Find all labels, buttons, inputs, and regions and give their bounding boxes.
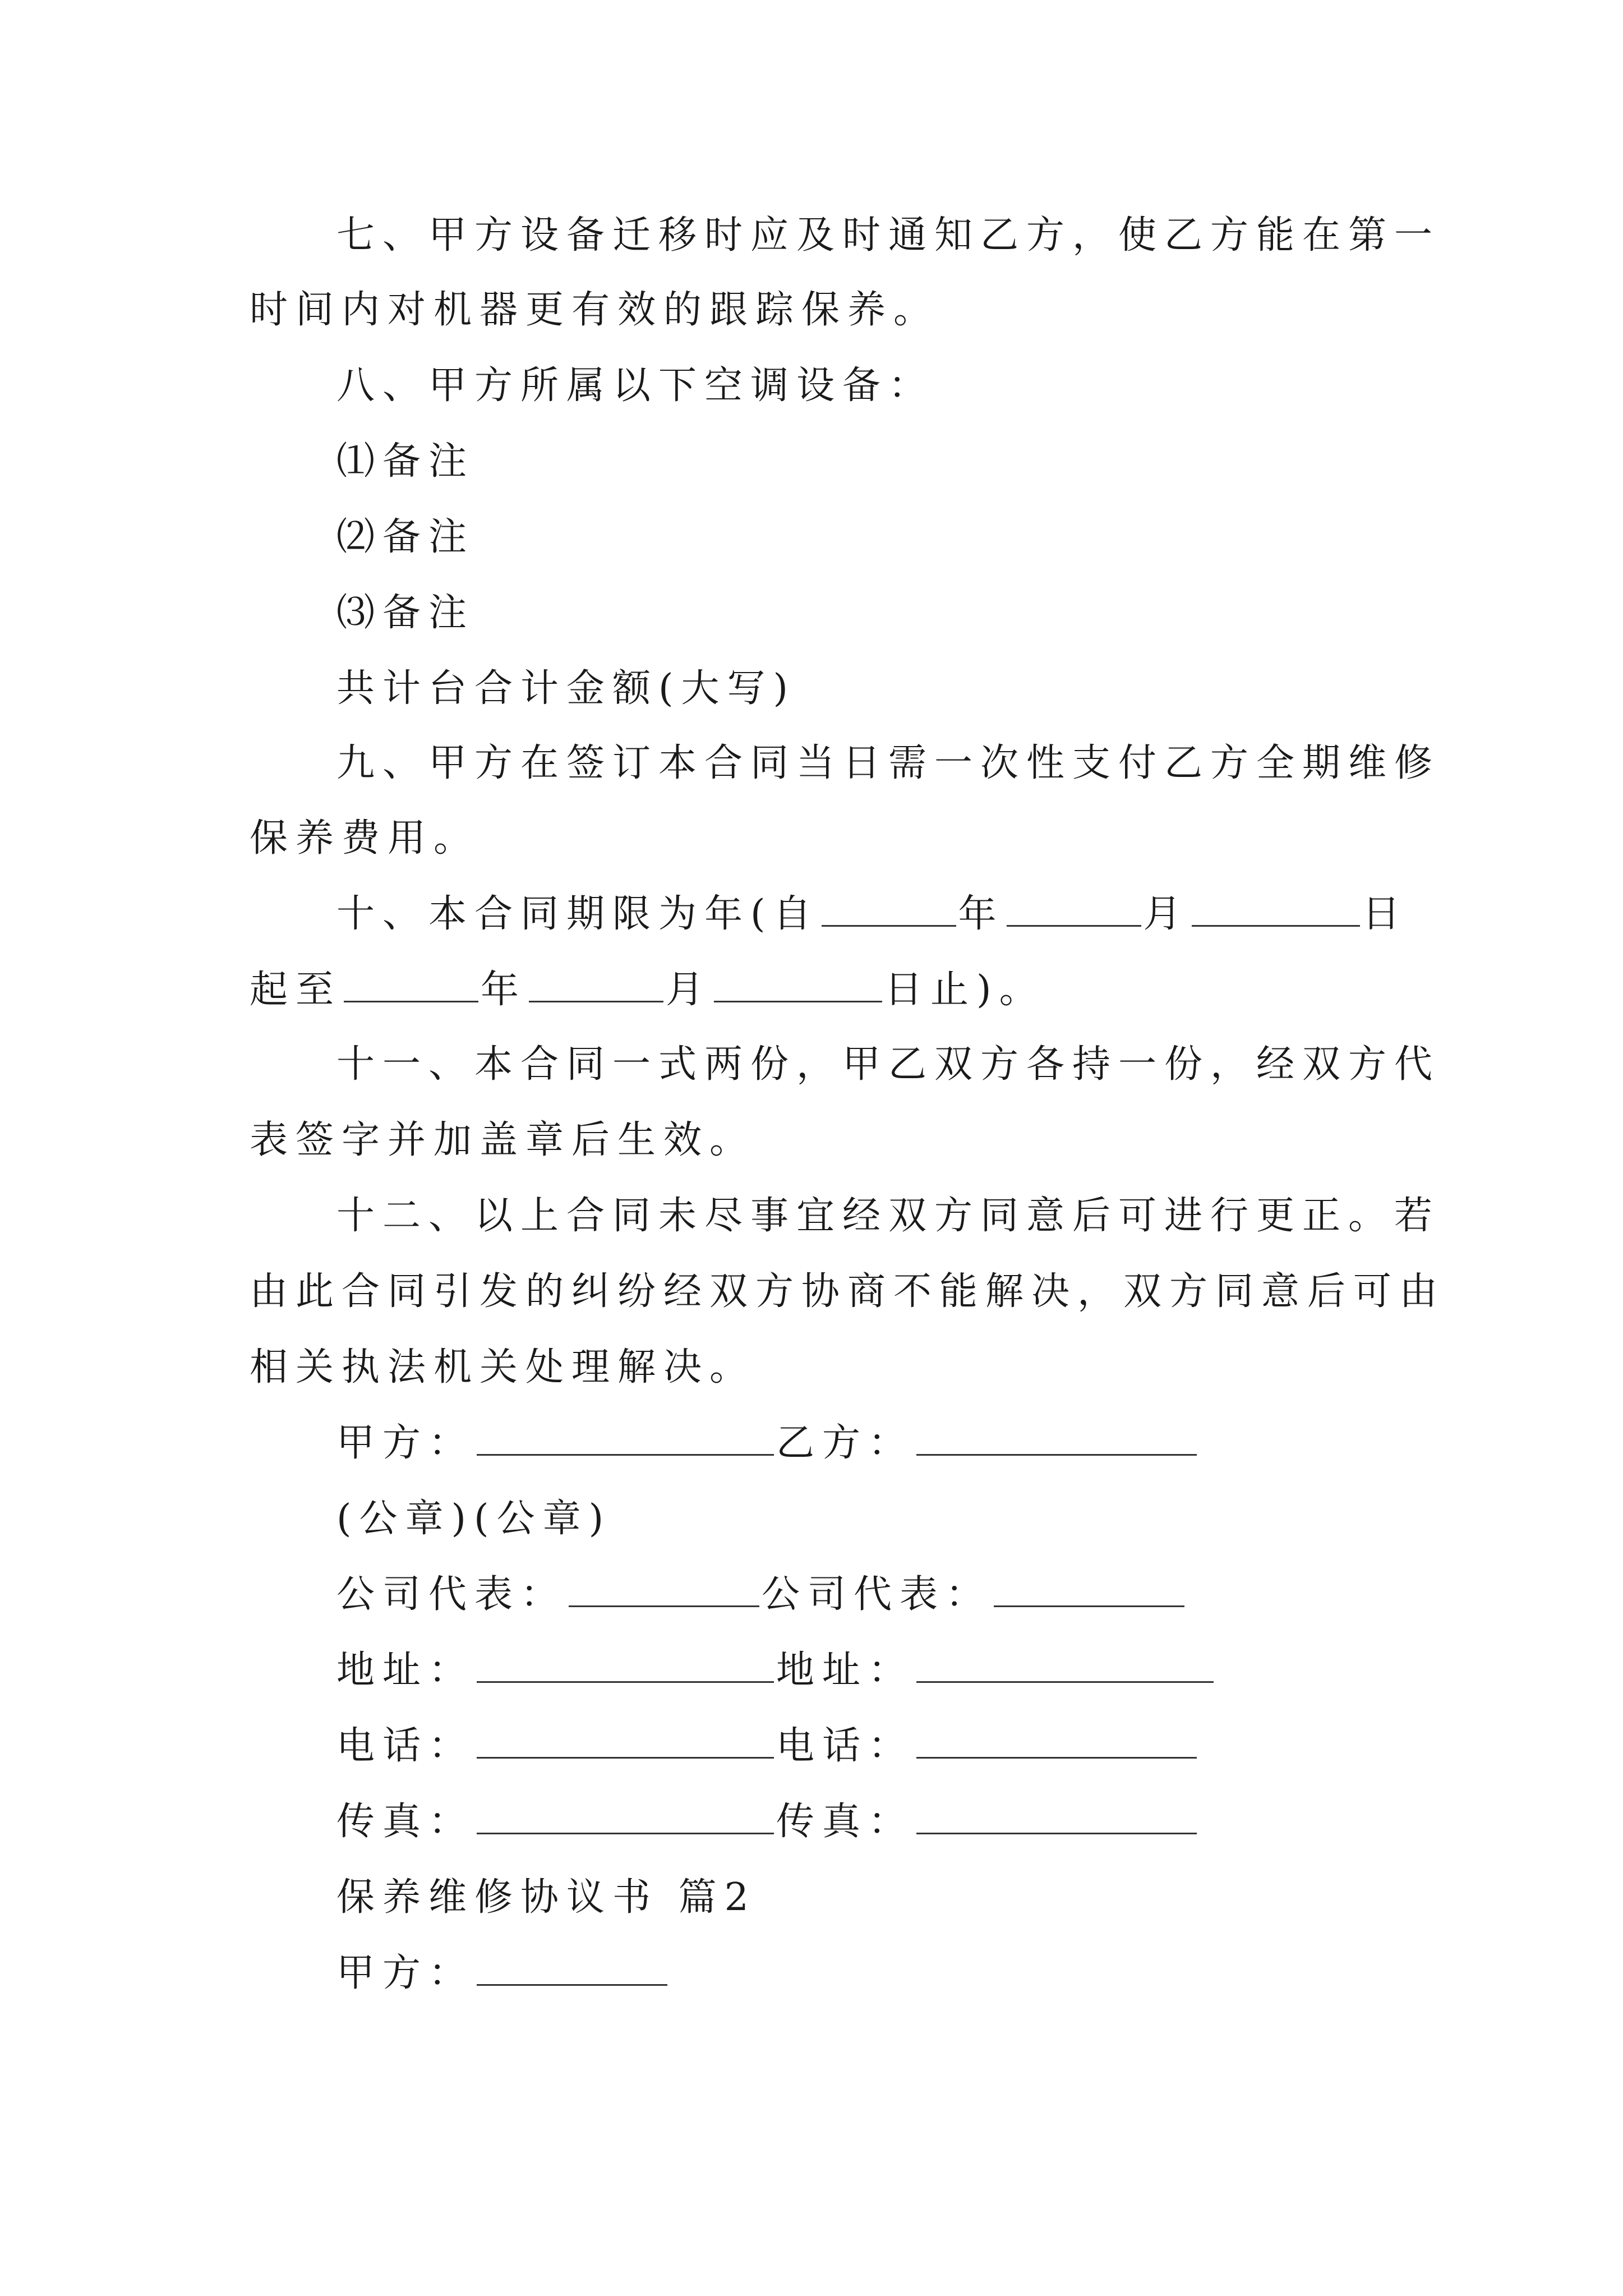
section-2-title: 保养维修协议书 篇2 [336,1875,757,1920]
clause-9-line-1: 九、甲方在签订本合同当日需一次性支付乙方全期维修 [336,741,1441,785]
fax-row [336,1797,1391,1847]
party-a-label: 甲方： [336,1421,475,1465]
month-label-2: 月 [666,968,712,1012]
clause-7-line-2: 时间内对机器更有效的跟踪保养。 [250,288,940,332]
clause-10-line2-prefix: 起至 [250,968,342,1012]
month-label: 月 [1143,892,1189,936]
clause-10-line-1 [336,889,1408,940]
clause-8: 八、甲方所属以下空调设备： [336,364,935,408]
tel-a-blank [477,1721,774,1759]
section-2-party-a-blank [477,1948,667,1986]
addr-a-blank [477,1645,774,1683]
clause-12-line-1: 十二、以上合同未尽事宜经双方同意后可进行更正。若 [336,1194,1441,1238]
total-amount-line: 共计台合计金额(大写) [336,666,796,711]
rep-a-label: 公司代表： [336,1572,567,1617]
clause-12-line-2: 由此合同引发的纠纷经双方协商不能解决，双方同意后可由 [250,1269,1446,1314]
end-month-blank [529,965,663,1002]
representative-row [336,1570,1391,1620]
section-2-party-a-row [336,1948,1391,1999]
section-2-party-a-label: 甲方： [336,1951,475,1995]
clause-9-line-2: 保养费用。 [250,816,480,861]
fax-a-label: 传真： [336,1800,475,1844]
clause-12-line-3: 相关执法机关处理解决。 [250,1345,756,1389]
equipment-item-3: ⑶备注 [336,591,475,635]
equipment-item-2: ⑵备注 [336,515,475,559]
end-year-blank [344,965,478,1002]
year-label: 年 [958,892,1004,936]
clause-11-line-1: 十一、本合同一式两份，甲乙双方各持一份，经双方代 [336,1042,1441,1087]
start-month-blank [1007,889,1141,927]
party-a-blank [477,1418,774,1456]
rep-b-blank [994,1570,1184,1607]
seal-row: (公章)(公章) [336,1497,612,1541]
start-year-blank [822,889,956,927]
clause-11-line-2: 表签字并加盖章后生效。 [250,1118,756,1162]
end-label: 日止)。 [884,968,1045,1012]
day-label: 日 [1362,892,1408,936]
start-day-blank [1192,889,1360,927]
clause-10-line-2 [250,965,1391,1015]
addr-b-blank [916,1645,1214,1683]
end-day-blank [714,965,882,1002]
phone-row [336,1721,1391,1772]
tel-a-label: 电话： [336,1724,475,1768]
addr-a-label: 地址： [336,1648,475,1692]
address-row [336,1645,1391,1696]
addr-b-label: 地址： [776,1648,915,1692]
signature-party-row [336,1418,1391,1469]
year-label-2: 年 [481,968,527,1012]
rep-a-blank [569,1570,759,1607]
equipment-item-1: ⑴备注 [336,439,475,484]
tel-b-label: 电话： [776,1724,915,1768]
fax-b-label: 传真： [776,1800,915,1844]
tel-b-blank [916,1721,1197,1759]
rep-b-label: 公司代表： [762,1572,992,1617]
party-b-label: 乙方： [776,1421,915,1465]
fax-a-blank [477,1797,774,1834]
fax-b-blank [916,1797,1197,1834]
party-b-blank [916,1418,1197,1456]
clause-7-line-1: 七、甲方设备迁移时应及时通知乙方，使乙方能在第一 [336,213,1441,257]
clause-10-prefix: 十、本合同期限为年(自 [336,892,819,936]
